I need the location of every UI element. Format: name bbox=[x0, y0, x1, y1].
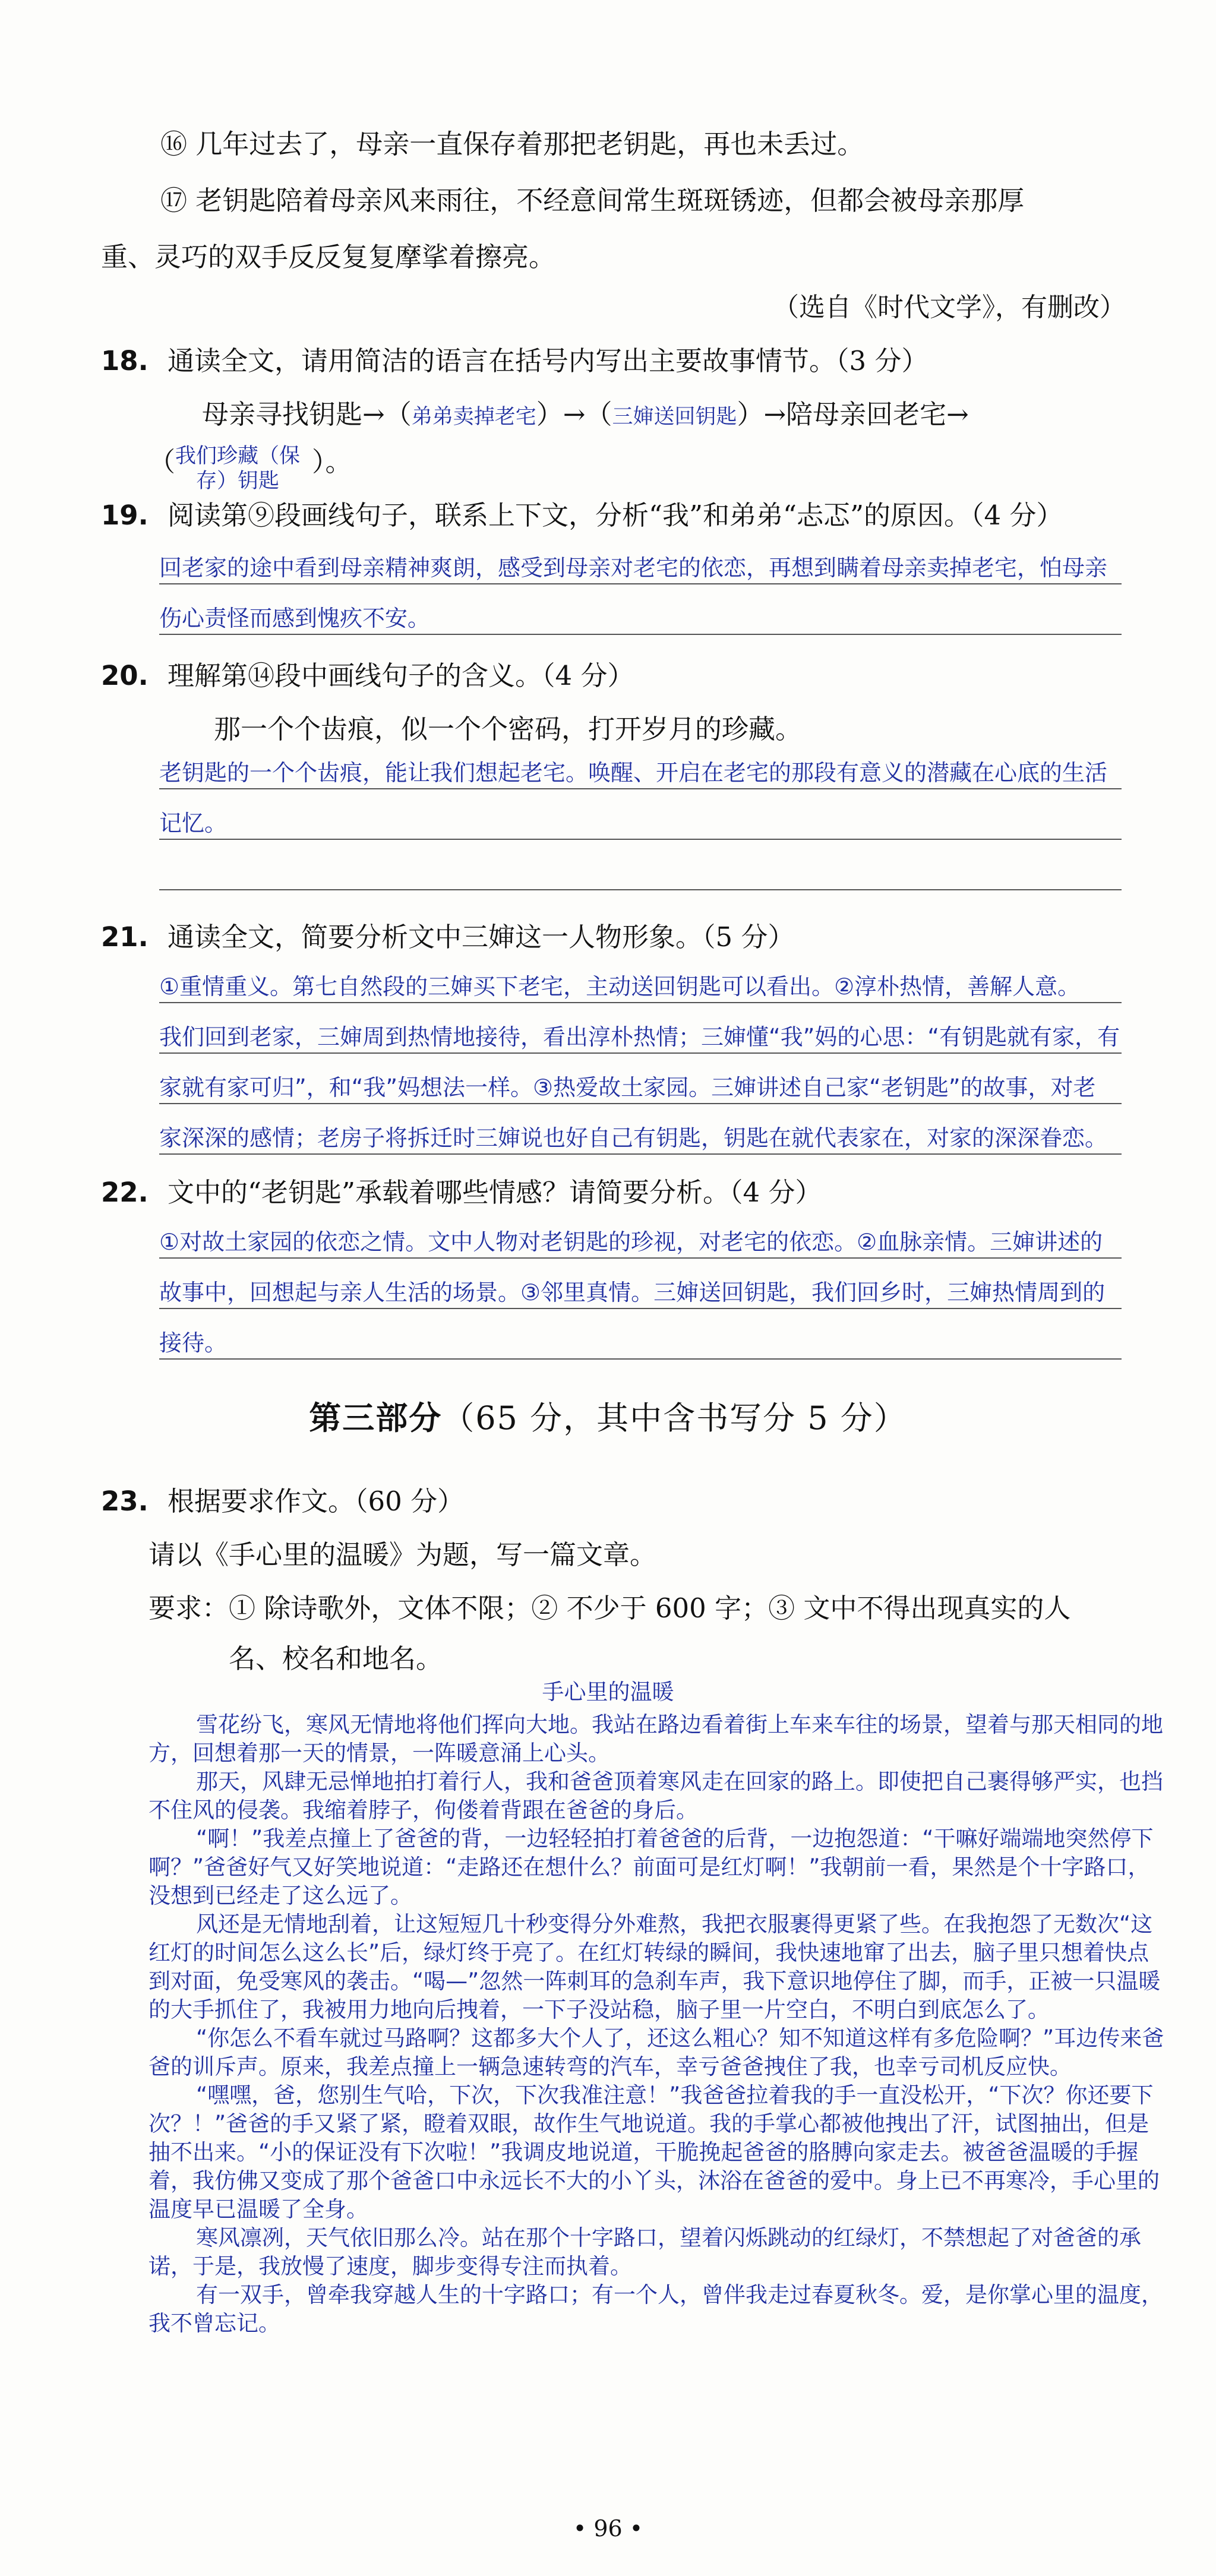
passage-paragraph-16: ⑯ 几年过去了，母亲一直保存着那把老钥匙，再也未丢过。 bbox=[160, 128, 864, 160]
answer-rule bbox=[159, 634, 1122, 635]
question-number: 21. bbox=[101, 921, 149, 953]
answer-19-line1: 回老家的途中看到母亲精神爽朗，感受到母亲对老宅的依恋，再想到瞒着母亲卖掉老宅，怕母亲 bbox=[159, 555, 1108, 581]
essay-prompt: 请以《手心里的温暖》为题，写一篇文章。 bbox=[149, 1539, 657, 1570]
essay-body bbox=[149, 1711, 1170, 2338]
answer-rule bbox=[159, 788, 1122, 789]
answer-rule bbox=[159, 583, 1122, 584]
question-number: 19. bbox=[101, 500, 149, 531]
essay-paragraph: 有一双手，曾牵我穿越人生的十字路口；有一个人，曾伴我走过春夏秋冬。爱，是你掌心里的温度，我不曾忘记。 bbox=[149, 2282, 1163, 2336]
plot-open-paren: （ bbox=[149, 446, 176, 478]
answer-rule bbox=[159, 839, 1122, 840]
answer-rule bbox=[159, 1358, 1122, 1360]
essay-paragraph: “啊！”我差点撞上了爸爸的背，一边轻轻拍打着爸爸的后背，一边抱怨道：“干嘛好端端地突然停下啊？”爸爸好气又好笑地说道：“走路还在想什么？前面可是红灯啊！”我朝前一看，果然是个十字路口，没想到已经走了这么远了。 bbox=[149, 1826, 1154, 1908]
answer-rule bbox=[159, 1308, 1122, 1309]
question-21 bbox=[101, 909, 794, 966]
passage-paragraph-17-line2: 重、灵巧的双手反反复复摩挲着擦亮。 bbox=[101, 241, 556, 273]
question-text: 通读全文，简要分析文中三婶这一人物形象。（5 分） bbox=[168, 921, 795, 953]
question-text: 理解第⑭段中画线句子的含义。（4 分） bbox=[168, 660, 634, 691]
essay-requirements-line1: 要求：① 除诗歌外，文体不限；② 不少于 600 字；③ 文中不得出现真实的人 bbox=[149, 1592, 1071, 1624]
question-number: 20. bbox=[101, 660, 149, 691]
question-19 bbox=[101, 487, 1063, 544]
answer-20-line1: 老钥匙的一个个齿痕，能让我们想起老宅。唤醒、开启在老宅的那段有意义的潜藏在心底的生活 bbox=[159, 760, 1108, 786]
answer-rule bbox=[159, 1257, 1122, 1259]
essay-requirements-line2: 名、校名和地名。 bbox=[229, 1643, 443, 1674]
question-text: 通读全文，请用简洁的语言在括号内写出主要故事情节。（3 分） bbox=[168, 345, 928, 377]
plot-arrow-1: ）→（ bbox=[536, 399, 612, 430]
essay-title: 手心里的温暖 bbox=[542, 1679, 674, 1705]
answer-21-line4: 家深深的感情；老房子将拆迁时三婶说也好自己有钥匙，钥匙在就代表家在，对家的深深眷恋。 bbox=[159, 1125, 1108, 1151]
answer-rule bbox=[159, 889, 1122, 890]
section-title: 第三部分 bbox=[309, 1399, 443, 1437]
essay-paragraph: “嘿嘿，爸，您别生气哈，下次，下次我准注意！”我爸爸拉着我的手一直没松开，“下次？你还要下次？！”爸爸的手又紧了紧，瞪着双眼，故作生气地说道。我的手掌心都被他拽出了汗，试图抽出，但是抽不出来。“小的保证没有下次啦！”我调皮地说道，干脆挽起爸爸的胳膊向家走去。被爸爸温暖的手握着，我仿佛又变成了那个爸爸口中永远长不大的小丫头，沐浴在爸爸的爱中。身上已不再寒冷，手心里的温度早已温暖了全身。 bbox=[149, 2082, 1160, 2222]
answer-22-line3: 接待。 bbox=[159, 1330, 228, 1356]
question-text: 阅读第⑨段画线句子，联系上下文，分析“我”和弟弟“忐忑”的原因。（4 分） bbox=[168, 500, 1063, 531]
question-text: 文中的“老钥匙”承载着哪些情感？请简要分析。（4 分） bbox=[168, 1177, 822, 1208]
plot-answer-2: 三婶送回钥匙 bbox=[612, 405, 737, 429]
answer-20-line2: 记忆。 bbox=[159, 810, 228, 836]
question-23 bbox=[101, 1473, 464, 1530]
section-score-note: （65 分，其中含书写分 5 分） bbox=[442, 1399, 907, 1437]
plot-rest: ）→陪母亲回老宅→ bbox=[737, 399, 969, 430]
passage-paragraph-17-line1: ⑰ 老钥匙陪着母亲风来雨往，不经意间常生斑斑锈迹，但都会被母亲那厚 bbox=[160, 185, 1025, 216]
answer-21-line1: ①重情重义。第七自然段的三婶买下老宅，主动送回钥匙可以看出。②淳朴热情，善解人意。 bbox=[159, 973, 1081, 1000]
answer-rule bbox=[159, 1052, 1122, 1054]
plot-answer-3-line2: 存）钥匙 bbox=[196, 469, 280, 493]
question-18 bbox=[101, 333, 928, 390]
passage-source: （选自《时代文学》，有删改） bbox=[773, 292, 1126, 323]
question-20 bbox=[101, 647, 634, 704]
question-number: 22. bbox=[101, 1177, 149, 1208]
question-number: 23. bbox=[101, 1485, 149, 1517]
answer-21-line2: 我们回到老家，三婶周到热情地接待，看出淳朴热情；三婶懂“我”妈的心思：“有钥匙就有家，有 bbox=[159, 1024, 1120, 1050]
essay-paragraph: 那天，风肆无忌惮地拍打着行人，我和爸爸顶着寒风走在回家的路上。即使把自己裹得够严实，也挡不住风的侵袭。我缩着脖子，佝偻着背跟在爸爸的身后。 bbox=[149, 1769, 1163, 1823]
essay-paragraph: 寒风凛冽，天气依旧那么冷。站在那个十字路口，望着闪烁跳动的红绿灯，不禁想起了对爸爸的承诺，于是，我放慢了速度，脚步变得专注而执着。 bbox=[149, 2225, 1141, 2279]
section-heading-part3 bbox=[0, 1393, 1216, 1439]
question-number: 18. bbox=[101, 345, 149, 377]
essay-paragraph: “你怎么不看车就过马路啊？这都多大个人了，还这么粗心？知不知道这样有多危险啊？”耳边传来爸爸的训斥声。原来，我差点撞上一辆急速转弯的汽车，幸亏爸爸拽住了我，也幸亏司机反应快。 bbox=[149, 2025, 1164, 2079]
plot-answer-1: 弟弟卖掉老宅 bbox=[411, 405, 536, 429]
plot-start: 母亲寻找钥匙→（ bbox=[202, 399, 412, 430]
essay-paragraph: 雪花纷飞，寒风无情地将他们挥向大地。我站在路边看着街上车来车往的场景，望着与那天相同的地方，回想着那一天的情景，一阵暖意涌上心头。 bbox=[149, 1712, 1163, 1766]
question-22 bbox=[101, 1164, 822, 1221]
page-number: • 96 • bbox=[573, 2515, 643, 2542]
plot-close-paren: ）。 bbox=[312, 446, 352, 478]
answer-22-line2: 故事中，回想起与亲人生活的场景。③邻里真情。三婶送回钥匙，我们回乡时，三婶热情周到的 bbox=[159, 1279, 1106, 1306]
quoted-sentence: 那一个个齿痕，似一个个密码，打开岁月的珍藏。 bbox=[214, 713, 803, 745]
answer-rule bbox=[159, 1002, 1122, 1003]
essay-paragraph: 风还是无情地刮着，让这短短几十秒变得分外难熬，我把衣服裹得更紧了些。在我抱怨了无数次“这红灯的时间怎么这么长”后，绿灯终于亮了。在红灯转绿的瞬间，我快速地窜了出去，脑子里只想着快点到对面，免受寒风的袭击。“喝—”忽然一阵刺耳的急刹车声，我下意识地停住了脚，而手，正被一只温暖的大手抓住了，我被用力地向后拽着，一下子没站稳，脑子里一片空白，不明白到底怎么了。 bbox=[149, 1911, 1161, 2022]
answer-rule bbox=[159, 1153, 1122, 1155]
plot-answer-3-line1: 我们珍藏（保 bbox=[175, 444, 301, 468]
question-text: 根据要求作文。（60 分） bbox=[168, 1485, 465, 1517]
answer-19-line2: 伤心责怪而感到愧疚不安。 bbox=[159, 605, 431, 631]
answer-22-line1: ①对故土家园的依恋之情。文中人物对老钥匙的珍视，对老宅的依恋。②血脉亲情。三婶讲述的 bbox=[159, 1229, 1103, 1255]
answer-21-line3: 家就有家可归”，和“我”妈想法一样。③热爱故土家园。三婶讲述自己家“老钥匙”的故事，对老 bbox=[159, 1074, 1096, 1101]
answer-rule bbox=[159, 1103, 1122, 1104]
